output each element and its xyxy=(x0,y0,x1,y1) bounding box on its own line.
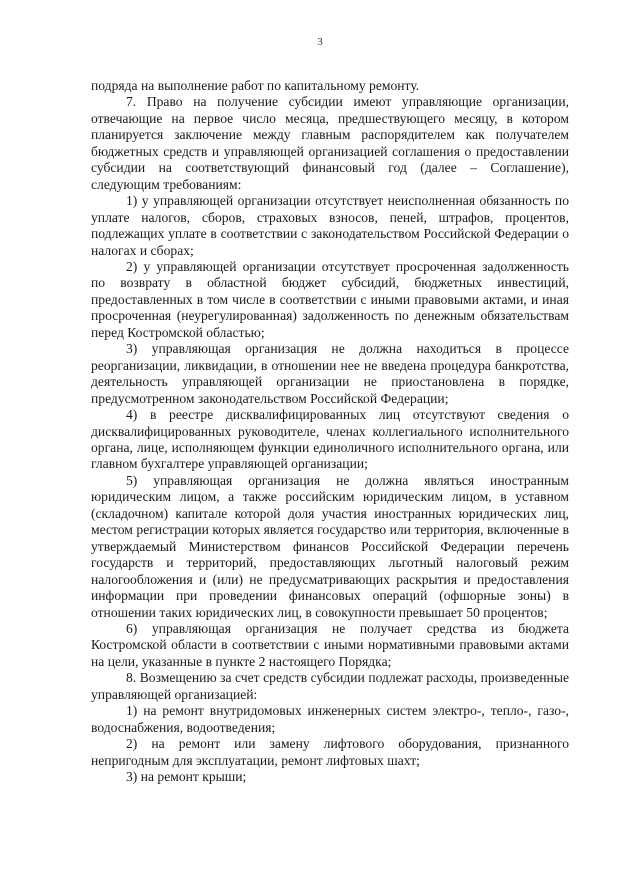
paragraph: 8. Возмещению за счет средств субсидии подлежат расходы, произведенные управляющей организацией: xyxy=(91,670,569,702)
paragraph: 5) управляющая организация не должна являться иностранным юридическим лицом, а также российским юридическим лицом, в уставном (складочном) капитале которой доля участия иностранных юридических лиц, местом регистрации которых является государство или территория, включенные в утверждаемый Министерством финансов Российской Федерации перечень государств и территорий, предоставляющих льготный налоговый режим налогообложения и (или) не предусматривающих раскрытия и предоставления информации при проведении финансовых операций (офшорные зоны) в отношении таких юридических лиц, в совокупности превышает 50 процентов; xyxy=(91,472,569,620)
paragraph: 2) на ремонт или замену лифтового оборудования, признанного непригодным для эксплуатации, ремонт лифтовых шахт; xyxy=(91,736,569,768)
paragraph: 1) на ремонт внутридомовых инженерных систем электро-, тепло-, газо-, водоснабжения, водоотведения; xyxy=(91,703,569,735)
paragraph: 6) управляющая организация не получает средства из бюджета Костромской области в соответствии с иными нормативными правовыми актами на цели, указанные в пункте 2 настоящего Порядка; xyxy=(91,620,569,669)
paragraph: 4) в реестре дисквалифицированных лиц отсутствуют сведения о дисквалифицированных руководителе, членах коллегиального исполнительного органа, лице, исполняющем функции единоличного исполнительного органа, или главном бухгалтере управляющей организации; xyxy=(91,407,569,472)
paragraph: подряда на выполнение работ по капитальному ремонту. xyxy=(91,78,420,93)
document-body xyxy=(91,78,569,785)
paragraph: 1) у управляющей организации отсутствует неисполненная обязанность по уплате налогов, сборов, страховых взносов, пеней, штрафов, процентов, подлежащих уплате в соответствии с законодательством Российской Федерации о налогах и сборах; xyxy=(91,193,569,258)
page-number: 3 xyxy=(317,36,323,48)
paragraph: 3) управляющая организация не должна находиться в процессе реорганизации, ликвидации, в отношении нее не введена процедура банкротства, деятельность управляющей организации не приостановлена в порядке, предусмотренном законодательством Российской Федерации; xyxy=(91,341,569,406)
paragraph: 2) у управляющей организации отсутствует просроченная задолженность по возврату в областной бюджет субсидий, бюджетных инвестиций, предоставленных в том числе в соответствии с иными правовыми актами, и иная просроченная (неурегулированная) задолженность по денежным обязательствам перед Костромской областью; xyxy=(91,258,569,340)
paragraph: 7. Право на получение субсидии имеют управляющие организации, отвечающие на первое число месяца, предшествующего месяцу, в котором планируется заключение между главным распорядителем как получателем бюджетных средств и управляющей организацией соглашения о предоставлении субсидии на соответствующий финансовый год (далее – Соглашение), следующим требованиям: xyxy=(91,94,569,192)
paragraph: 3) на ремонт крыши; xyxy=(126,769,247,785)
